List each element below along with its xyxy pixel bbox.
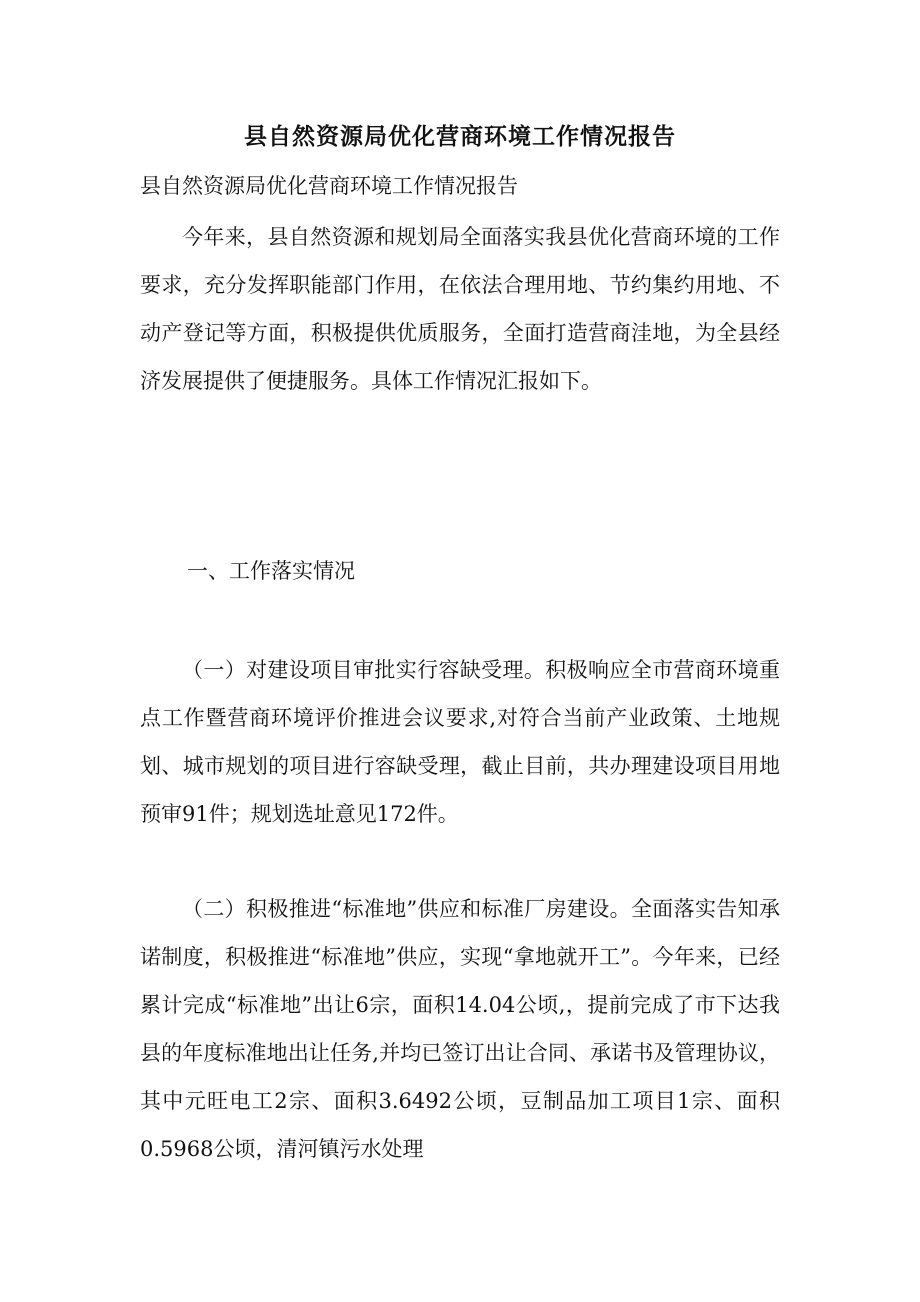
- item-paragraph-2: （二）积极推进“标准地”供应和标准厂房建设。全面落实告知承诺制度，积极推进“标准地”供应，实现“拿地就开工”。今年来，已经累计完成“标准地”出让6宗，面积14.04公顷,，提前完成了市下达我县的年度标准地出让任务,并均已签订出让合同、承诺书及管理协议，其中元旺电工2宗、面积3.6492公顷，豆制品加工项目1宗、面积0.5968公顷，清河镇污水处理: [140, 897, 780, 1161]
- section-heading: 一、工作落实情况: [187, 559, 355, 583]
- item-paragraph-1: （一）对建设项目审批实行容缺受理。积极响应全市营商环境重点工作暨营商环境评价推进会议要求,对符合当前产业政策、土地规划、城市规划的项目进行容缺受理，截止目前，共办理建设项目用地预审91件；规划选址意见172件。: [140, 658, 780, 826]
- document-title: 县自然资源局优化营商环境工作情况报告: [244, 123, 676, 150]
- document-subtitle: 县自然资源局优化营商环境工作情况报告: [140, 174, 518, 198]
- intro-paragraph: 今年来，县自然资源和规划局全面落实我县优化营商环境的工作要求，充分发挥职能部门作用，在依法合理用地、节约集约用地、不动产登记等方面，积极提供优质服务，全面打造营商洼地，为全县经济发展提供了便捷服务。具体工作情况汇报如下。: [140, 225, 780, 393]
